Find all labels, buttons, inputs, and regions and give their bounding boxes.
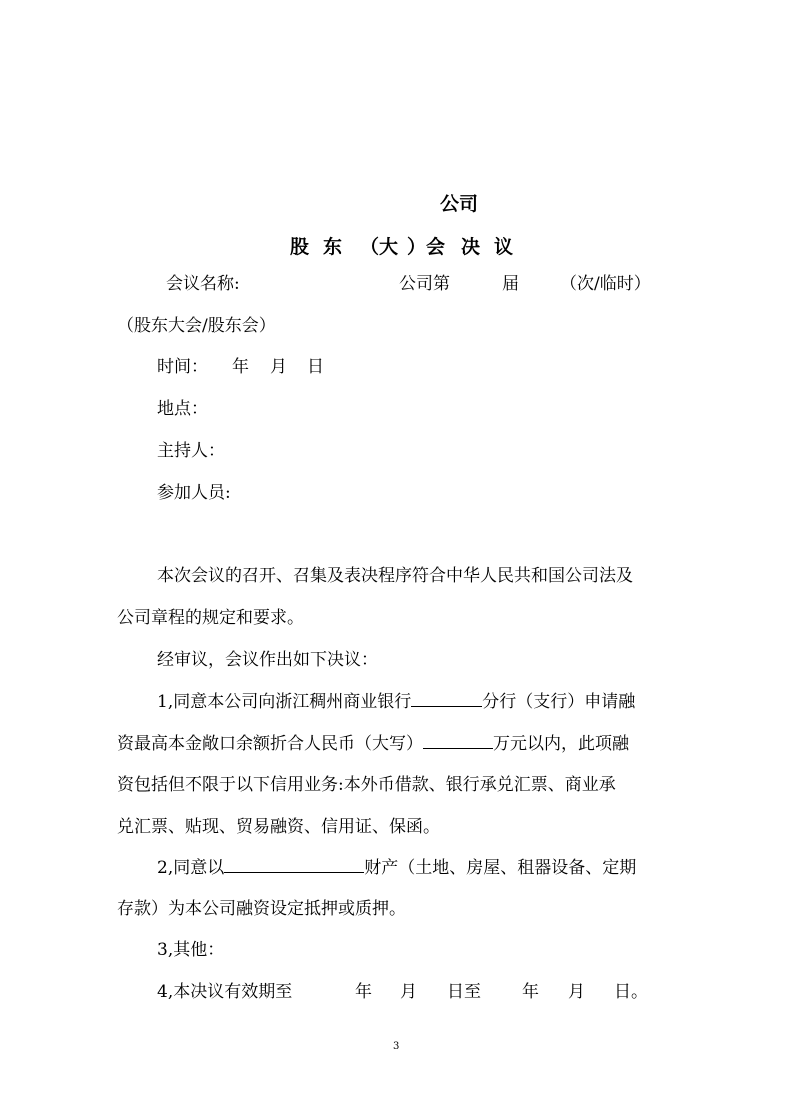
item-4-prefix: 4,本决议有效期至 [157, 982, 293, 1002]
item-2-prefix: 2,同意以 [157, 858, 225, 878]
host-label: 主持人： [157, 441, 225, 461]
attendees-label: 参加人员: [157, 483, 231, 503]
blank-amount [423, 733, 493, 749]
time-month: 月 [270, 357, 287, 377]
title-char: ）会 [407, 236, 446, 258]
time-year: 年 [232, 357, 249, 377]
session-type: （次/临时） [560, 274, 651, 294]
time-day: 日 [307, 357, 324, 377]
item-3: 3,其他： [157, 940, 225, 960]
session-suffix: 届 [502, 274, 519, 294]
meeting-kind: （股东大会/股东会） [117, 316, 276, 336]
item-1-amount-label: 资最高本金敞口余额折合人民币（大写） [117, 734, 423, 754]
title-char: 议 [494, 236, 514, 258]
location-label: 地点： [157, 399, 208, 419]
item-1-prefix: 1,同意本公司向浙江稠州商业银行 [157, 692, 412, 712]
item-4-month: 月 [400, 982, 417, 1002]
title-char: 股 [290, 236, 310, 258]
title-char: 东 [323, 236, 343, 258]
intro-line-1: 本次会议的召开、召集及表决程序符合中华人民共和国公司法及 [157, 566, 633, 586]
item-1-mid: 分行（支行）申请融 [482, 692, 636, 712]
item-2-line-2: 存款）为本公司融资设定抵押或质押。 [117, 899, 406, 919]
item-4-month-2: 月 [568, 982, 585, 1002]
company-heading: 公司 [440, 193, 479, 215]
item-4-day-2: 日。 [614, 982, 648, 1002]
item-4-year-2: 年 [522, 982, 539, 1002]
item-4-year: 年 [355, 982, 372, 1002]
item-1-line-1 [157, 691, 635, 712]
blank-property [224, 857, 364, 873]
title-char: （大 [360, 236, 399, 258]
item-1-line-2 [117, 733, 629, 754]
item-1-line-3: 资包括但不限于以下信用业务:本外币借款、银行承兑汇票、商业承 [117, 775, 616, 795]
time-label: 时间： [157, 357, 208, 377]
item-1-amount-suffix: 万元以内，此项融 [493, 734, 629, 754]
resolution-intro: 经审议，会议作出如下决议： [157, 650, 378, 670]
session-prefix: 公司第 [399, 274, 450, 294]
intro-line-2: 公司章程的规定和要求。 [117, 608, 304, 628]
meeting-name-label: 会议名称: [166, 274, 240, 294]
blank-branch [411, 691, 482, 707]
item-2-suffix: 财产（土地、房屋、租器设备、定期 [364, 858, 637, 878]
item-4-day-to: 日至 [447, 982, 481, 1002]
page-number: 3 [393, 1041, 400, 1052]
item-2-line-1 [157, 857, 636, 878]
item-1-line-4: 兑汇票、贴现、贸易融资、信用证、保函。 [117, 817, 440, 837]
title-char: 决 [461, 236, 481, 258]
